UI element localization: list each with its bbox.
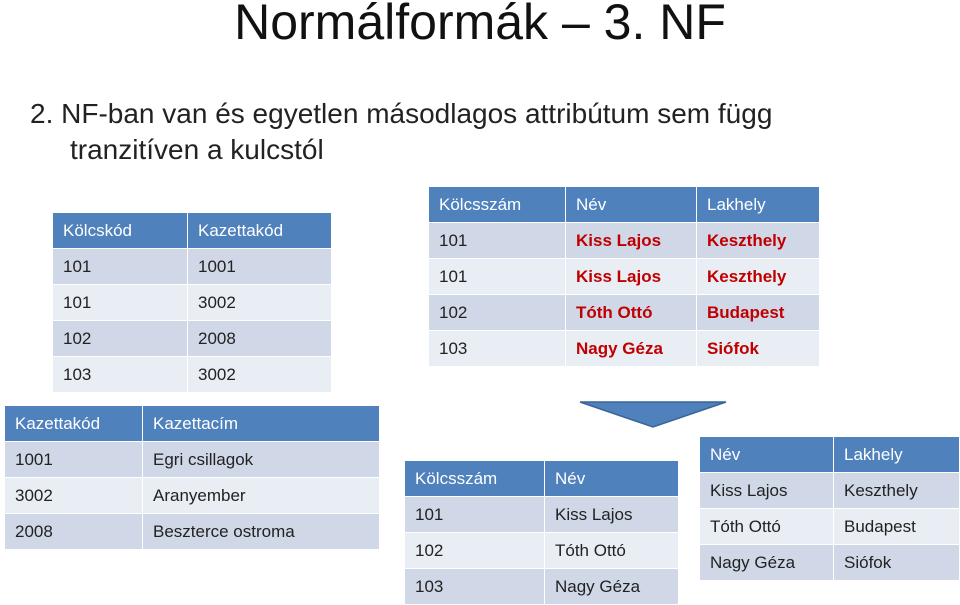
table-cell: 101	[53, 285, 188, 321]
table-row	[405, 569, 679, 605]
table-cell: Tóth Ottó	[545, 533, 679, 569]
header-cell: Lakhely	[697, 187, 820, 223]
table-cell: 103	[429, 331, 566, 367]
table-cell: 102	[405, 533, 545, 569]
header-cell: Kölcskód	[53, 213, 188, 249]
table-row	[700, 509, 960, 545]
table-cell: Aranyember	[143, 478, 380, 514]
slide-title: Normálformák – 3. NF	[234, 0, 726, 50]
table-row	[53, 249, 332, 285]
table-cell: Tóth Ottó	[700, 509, 834, 545]
table-cell-highlight: Siófok	[697, 331, 820, 367]
table-row	[405, 497, 679, 533]
table-header-row	[405, 461, 679, 497]
table-loan-cassette	[52, 212, 332, 393]
table-cell: Nagy Géza	[545, 569, 679, 605]
table-cell-highlight: Kiss Lajos	[566, 223, 697, 259]
table-cell: 2008	[5, 514, 143, 550]
table-row	[429, 223, 820, 259]
table-borrower-name	[404, 460, 679, 605]
header-cell: Név	[545, 461, 679, 497]
header-cell: Név	[566, 187, 697, 223]
table-cell-highlight: Nagy Géza	[566, 331, 697, 367]
table-cell: Kiss Lajos	[545, 497, 679, 533]
table-cell: 101	[429, 259, 566, 295]
table-row	[429, 295, 820, 331]
header-cell: Kölcsszám	[429, 187, 566, 223]
arrow-down-icon	[578, 400, 728, 430]
table-cell: 101	[429, 223, 566, 259]
table-header-row	[53, 213, 332, 249]
table-borrower-original	[428, 186, 820, 367]
table-name-residence	[699, 436, 960, 581]
table-cell: Egri csillagok	[143, 442, 380, 478]
table-header-row	[700, 437, 960, 473]
table-cell: 3002	[188, 285, 332, 321]
table-cell: Budapest	[834, 509, 960, 545]
table-cell: 3002	[5, 478, 143, 514]
table-row	[53, 321, 332, 357]
table-cell: 1001	[5, 442, 143, 478]
table-cell: 102	[53, 321, 188, 357]
table-cell: 103	[405, 569, 545, 605]
header-cell: Kazettakód	[188, 213, 332, 249]
table-cell-highlight: Kiss Lajos	[566, 259, 697, 295]
table-cell: Beszterce ostroma	[143, 514, 380, 550]
table-row	[429, 259, 820, 295]
table-cell-highlight: Tóth Ottó	[566, 295, 697, 331]
table-row	[53, 285, 332, 321]
table-cell: 101	[405, 497, 545, 533]
table-cell-highlight: Keszthely	[697, 259, 820, 295]
table-header-row	[5, 406, 380, 442]
header-cell: Név	[700, 437, 834, 473]
table-cell: Siófok	[834, 545, 960, 581]
table-cell: 101	[53, 249, 188, 285]
header-cell: Kazettacím	[143, 406, 380, 442]
table-row	[5, 514, 380, 550]
table-row	[700, 473, 960, 509]
table-row	[5, 478, 380, 514]
table-cassette-title	[4, 405, 380, 550]
subtitle-line-1: 2. NF-ban van és egyetlen másodlagos attribútum sem függ	[30, 98, 773, 129]
subtitle-line-2: tranzitíven a kulcstól	[70, 134, 324, 165]
header-cell: Kazettakód	[5, 406, 143, 442]
table-row	[405, 533, 679, 569]
table-row	[5, 442, 380, 478]
table-header-row	[429, 187, 820, 223]
table-row	[700, 545, 960, 581]
table-cell: 102	[429, 295, 566, 331]
table-row	[53, 357, 332, 393]
table-cell-highlight: Budapest	[697, 295, 820, 331]
table-cell: Keszthely	[834, 473, 960, 509]
table-row	[429, 331, 820, 367]
table-cell: 1001	[188, 249, 332, 285]
table-cell: Nagy Géza	[700, 545, 834, 581]
header-cell: Kölcsszám	[405, 461, 545, 497]
header-cell: Lakhely	[834, 437, 960, 473]
table-cell: 3002	[188, 357, 332, 393]
table-cell-highlight: Keszthely	[697, 223, 820, 259]
table-cell: 2008	[188, 321, 332, 357]
slide-subtitle	[30, 96, 930, 168]
table-cell: 103	[53, 357, 188, 393]
table-cell: Kiss Lajos	[700, 473, 834, 509]
